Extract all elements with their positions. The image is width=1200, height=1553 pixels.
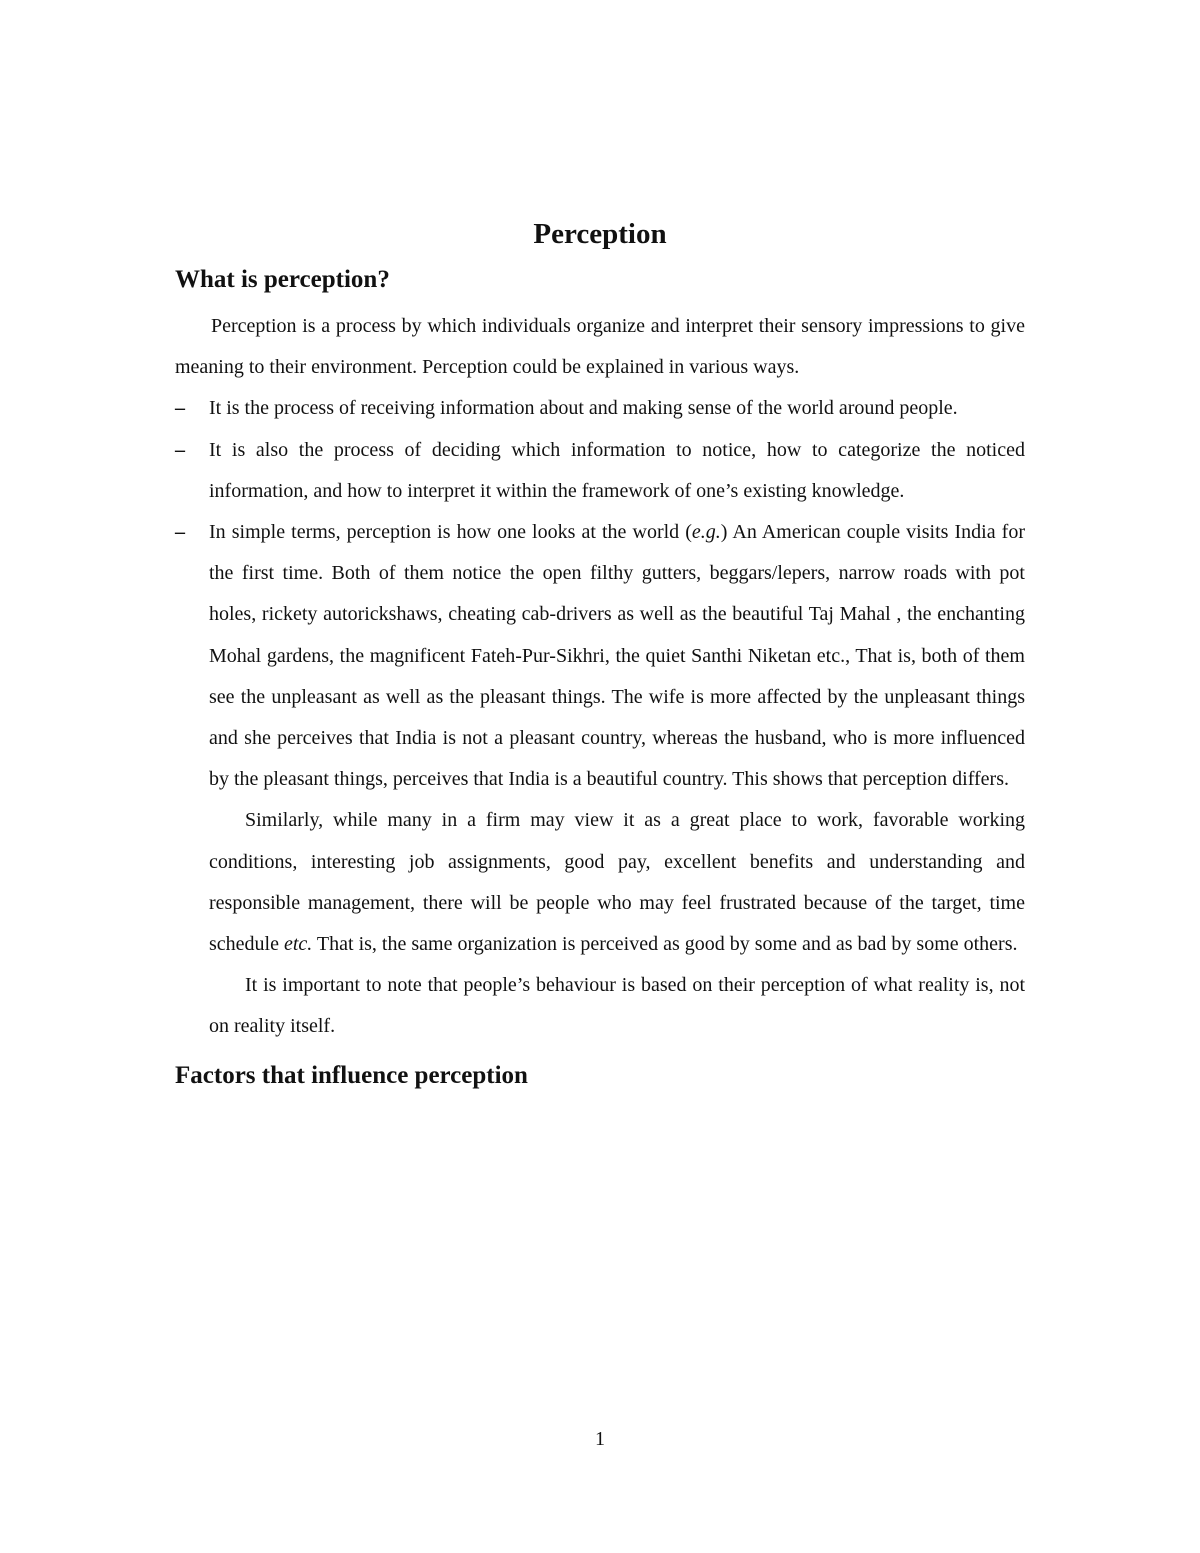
intro-paragraph: Perception is a process by which individuals organize and interpret their sensory impressions to give meaning to their environment. Perception could be explained in various ways. <box>175 315 1025 379</box>
italic-eg: e.g. <box>691 521 721 544</box>
italic-etc: etc. <box>283 933 313 956</box>
list-item <box>175 388 1025 429</box>
dash-bullet: – <box>175 521 185 544</box>
bullet-list <box>175 388 1025 800</box>
section-heading-factors: Factors that influence perception <box>175 1061 528 1089</box>
important-note-paragraph: It is important to note that people’s behaviour is based on their perception of what reality is, not on reality itself. <box>209 974 1025 1038</box>
dash-bullet: – <box>175 397 185 420</box>
page-number: 1 <box>595 1428 605 1450</box>
section-heading-what-is-perception: What is perception? <box>175 266 390 293</box>
dash-bullet: – <box>175 438 185 461</box>
paragraph-text-part: That is, the same organization is perceived as good by some and as bad by some others. <box>312 933 1018 956</box>
similarly-paragraph <box>209 800 1025 965</box>
list-item-text: It is the process of receiving information about and making sense of the world around people. <box>209 397 958 420</box>
list-item-text-part: ) An American couple visits India for the first time. Both of them notice the open filthy gutters, beggars/lepers, narrow roads with pot holes, rickety autorickshaws, cheating cab-drivers as well as the beautiful Taj Mahal , the enchanting Mohal gardens, the magnificent Fateh-Pur-Sikhri, the quiet Santhi Niketan etc., That is, both of them see the unpleasant as well as the pleasant things. The wife is more affected by the unpleasant things and she perceives that India is not a pleasant country, whereas the husband, who is more influenced by the pleasant things, perceives that India is a beautiful country. This shows that perception differs. <box>209 521 1025 791</box>
list-item <box>175 512 1025 800</box>
list-item-text: It is also the process of deciding which information to notice, how to categorize the noticed information, and how to interpret it within the framework of one’s existing knowledge. <box>209 438 1025 502</box>
list-item <box>175 430 1025 512</box>
paragraph-text-part: Similarly, while many in a firm may view it as a great place to work, favorable working conditions, interesting job assignments, good pay, excellent benefits and understanding and responsible management, there will be people who may feel frustrated because of the target, time schedule <box>209 809 1025 956</box>
page-title: Perception <box>533 218 667 250</box>
list-item-text-part: In simple terms, perception is how one looks at the world ( <box>209 521 692 544</box>
